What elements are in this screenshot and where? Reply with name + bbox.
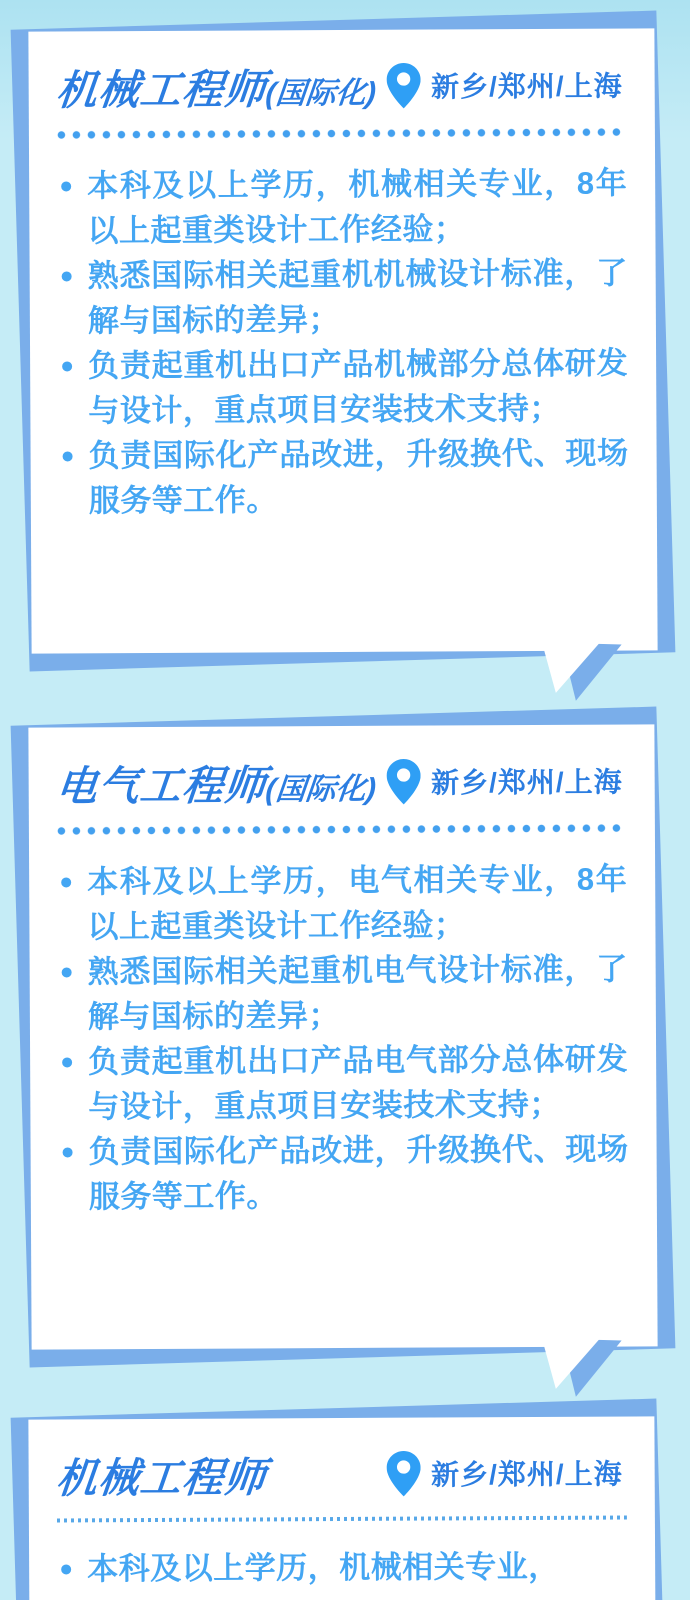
job-card <box>30 1418 656 1600</box>
job-title-text: 机械工程师 <box>54 1454 269 1502</box>
dotted-separator <box>57 824 627 836</box>
card-body <box>28 1416 657 1600</box>
bullet-list <box>57 1544 627 1592</box>
job-location <box>387 757 627 804</box>
bullet-item: 负责国际化产品改进，升级换代、现场服务等工作。 <box>58 1127 628 1220</box>
dotted-separator <box>57 128 627 140</box>
bullet-item: 负责起重机出口产品电气部分总体研发与设计，重点项目安装技术支持； <box>58 1037 628 1130</box>
bullet-item: 熟悉国际相关起重机电气设计标准，了解与国标的差异； <box>58 947 628 1040</box>
job-title-text: 电气工程师 <box>54 762 269 810</box>
job-location-text: 新乡/郑州/上海 <box>431 766 623 799</box>
speech-bubble-tail <box>528 1337 624 1400</box>
location-pin-icon <box>387 1450 421 1496</box>
job-location <box>387 61 627 108</box>
location-pin-icon <box>387 758 421 804</box>
job-location-text: 新乡/郑州/上海 <box>431 70 623 103</box>
bullet-item: 负责国际化产品改进，升级换代、现场服务等工作。 <box>58 431 628 524</box>
bullet-item: 负责起重机出口产品机械部分总体研发与设计，重点项目安装技术支持； <box>58 341 628 434</box>
job-card <box>30 30 656 652</box>
card-header <box>54 751 627 813</box>
bullet-list <box>57 857 629 1220</box>
job-title-suffix: (国际化) <box>264 772 378 807</box>
bullet-item: 本科及以上学历，电气相关专业，8年以上起重类设计工作经验； <box>57 857 627 950</box>
bullet-list <box>57 161 629 524</box>
job-location-text: 新乡/郑州/上海 <box>431 1458 623 1491</box>
job-title-suffix: (国际化) <box>264 76 378 111</box>
bullet-item: 熟悉国际相关起重机机械设计标准，了解与国标的差异； <box>58 251 628 344</box>
job-title <box>54 752 380 813</box>
dotted-separator <box>57 1516 627 1523</box>
speech-bubble-tail <box>528 641 624 704</box>
card-body <box>28 28 657 653</box>
card-header <box>54 1443 627 1505</box>
job-title-text: 机械工程师 <box>54 66 269 114</box>
bullet-item: 本科及以上学历，机械相关专业，8年以上起重类设计工作经验； <box>57 161 627 254</box>
job-title <box>54 56 380 117</box>
job-card <box>30 726 656 1348</box>
card-header <box>54 55 627 117</box>
card-body <box>28 724 657 1349</box>
job-title <box>54 1444 270 1504</box>
job-location <box>387 1449 627 1496</box>
location-pin-icon <box>387 62 421 108</box>
bullet-item: 本科及以上学历，机械相关专业， <box>57 1544 627 1592</box>
